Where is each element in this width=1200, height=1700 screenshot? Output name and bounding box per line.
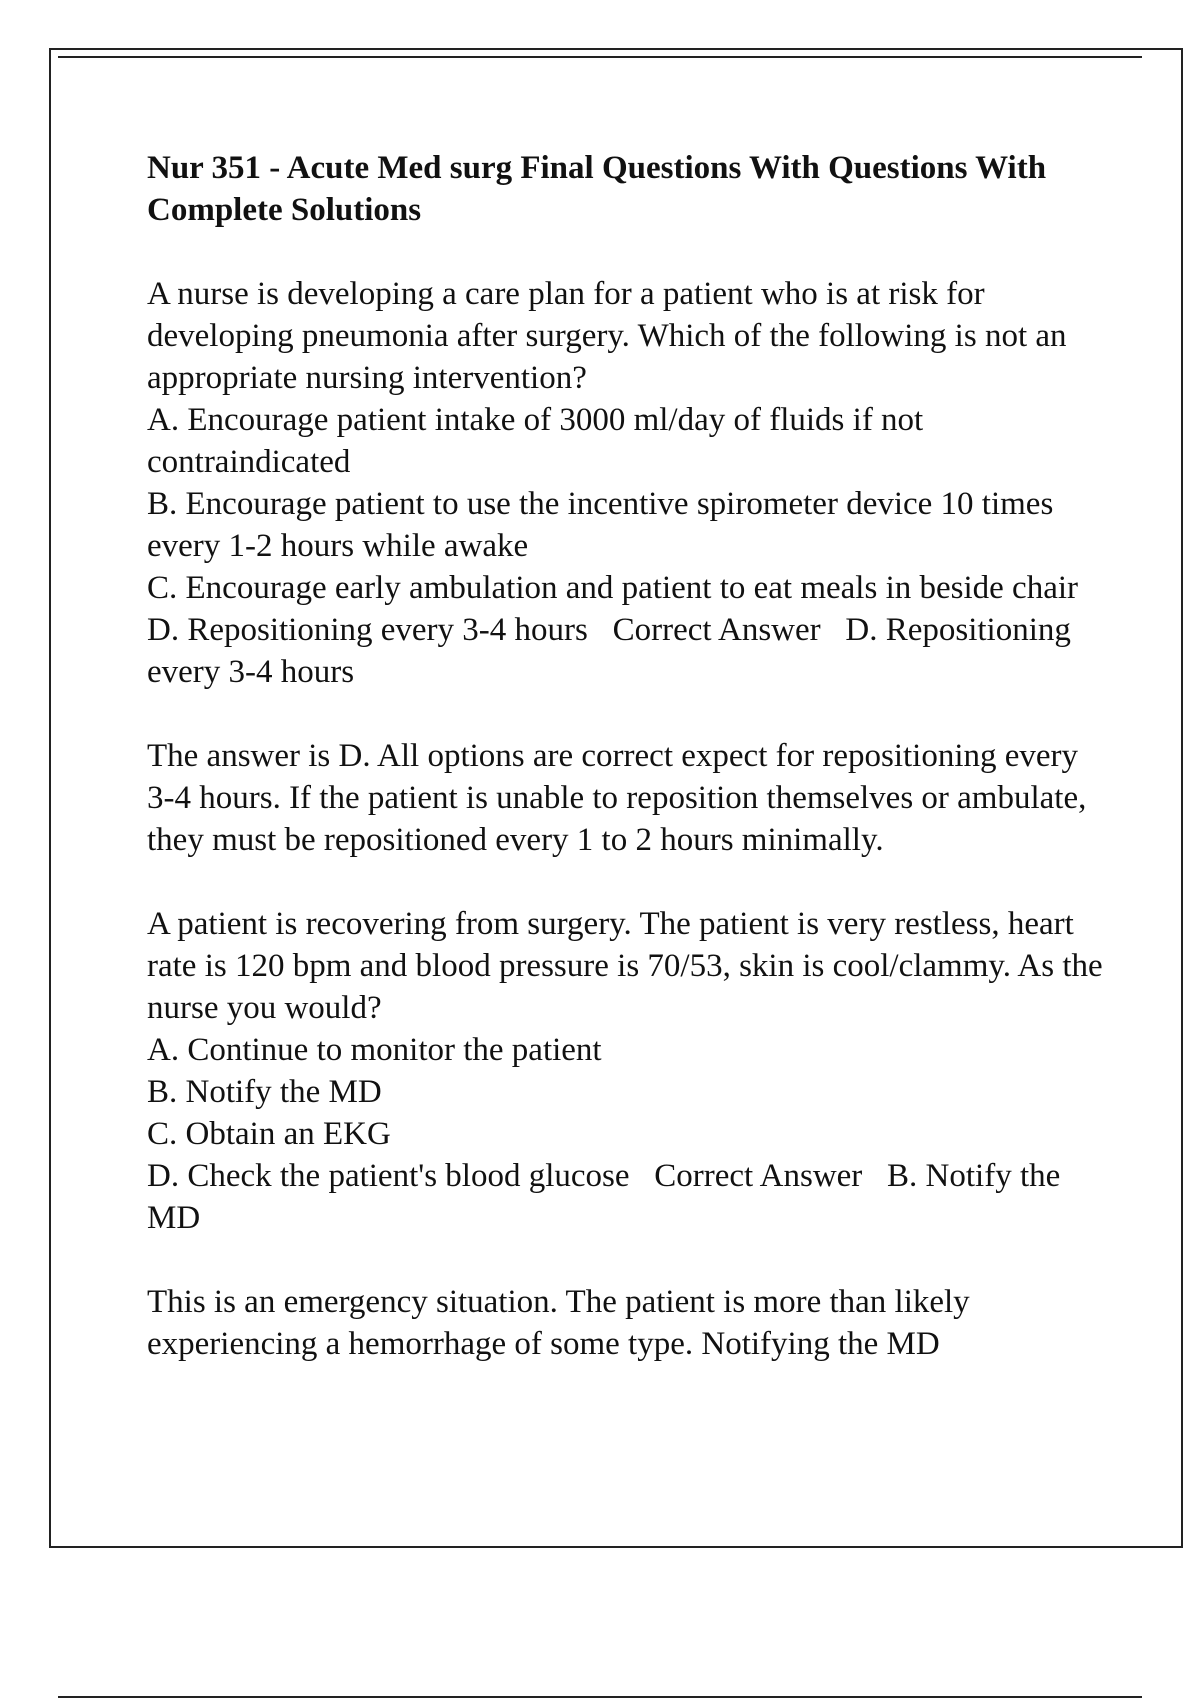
- question-2-explanation: This is an emergency situation. The patient is more than likely experiencing a hemorrhage of some type. Notifying the MD: [147, 1284, 970, 1362]
- question-2-option-d-answer: D. Check the patient's blood glucose Correct Answer B. Notify the MD: [147, 1158, 1069, 1236]
- question-1-option-b: B. Encourage patient to use the incentive spirometer device 10 times every 1-2 hours while awake: [147, 486, 1054, 564]
- question-2-option-c: C. Obtain an EKG: [147, 1116, 391, 1152]
- spacer: [147, 1239, 1107, 1281]
- question-2-option-a: A. Continue to monitor the patient: [147, 1032, 602, 1068]
- spacer: [147, 861, 1107, 903]
- question-1-option-a: A. Encourage patient intake of 3000 ml/day of fluids if not contraindicated: [147, 402, 924, 480]
- question-1-option-c: C. Encourage early ambulation and patient to eat meals in beside chair: [147, 570, 1078, 606]
- document-body: [147, 147, 1107, 1365]
- question-2-stem: A patient is recovering from surgery. The patient is very restless, heart rate is 120 bpm and blood pressure is 70/53, skin is cool/clammy. As the nurse you would?: [147, 906, 1103, 1026]
- spacer: [147, 693, 1107, 735]
- document-title: Nur 351 - Acute Med surg Final Questions With Questions With Complete Solutions: [147, 150, 1047, 228]
- top-rule: [58, 56, 1142, 58]
- question-1-explanation: The answer is D. All options are correct expect for repositioning every 3-4 hours. If the patient is unable to reposition themselves or ambulate, they must be repositioned every 1 to 2 hours minimally.: [147, 738, 1087, 858]
- bottom-rule: [58, 1696, 1142, 1698]
- question-1-option-d-answer: D. Repositioning every 3-4 hours Correct Answer D. Repositioning every 3-4 hours: [147, 612, 1080, 690]
- question-2-option-b: B. Notify the MD: [147, 1074, 382, 1110]
- question-1-stem: A nurse is developing a care plan for a patient who is at risk for developing pneumonia after surgery. Which of the following is not an appropriate nursing intervention?: [147, 276, 1067, 396]
